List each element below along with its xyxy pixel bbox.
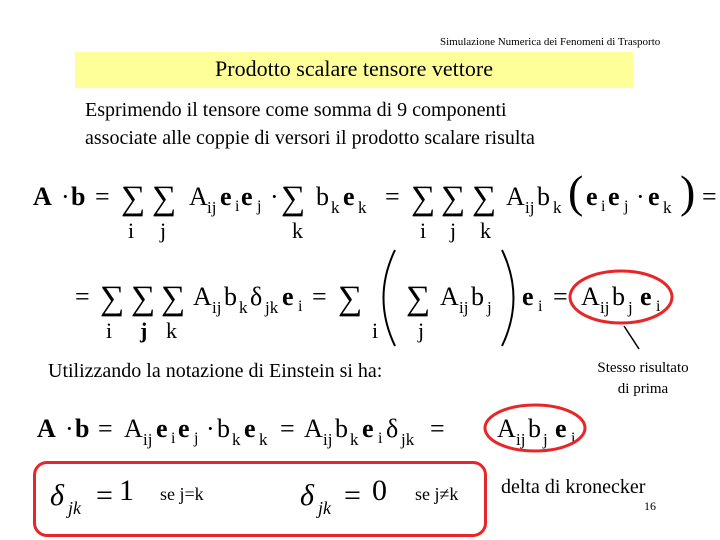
- svg-text:b: b: [75, 414, 90, 443]
- svg-text:∑: ∑: [406, 280, 431, 317]
- svg-text:e: e: [244, 414, 256, 443]
- svg-text:k: k: [259, 430, 268, 449]
- equation-2: [75, 250, 661, 346]
- svg-text:j: j: [543, 430, 548, 449]
- svg-text:∑: ∑: [161, 280, 186, 317]
- svg-text:j: j: [140, 318, 148, 343]
- kronecker-condition-1: se j=k: [160, 484, 204, 504]
- svg-text:A: A: [124, 414, 143, 443]
- svg-text:e: e: [220, 182, 232, 211]
- svg-text:·: ·: [206, 414, 215, 443]
- kronecker-value-2: 0: [372, 474, 387, 507]
- svg-text:δ: δ: [386, 414, 399, 443]
- svg-text:i: i: [235, 198, 240, 215]
- svg-text:j: j: [257, 198, 262, 215]
- kronecker-condition-2: se j≠k: [415, 484, 459, 504]
- svg-text:∑: ∑: [152, 180, 177, 217]
- svg-text:e: e: [648, 182, 660, 211]
- svg-text:k: k: [239, 298, 248, 317]
- svg-text:·: ·: [636, 182, 645, 211]
- svg-text:k: k: [166, 318, 177, 343]
- svg-text:k: k: [358, 198, 367, 217]
- svg-text:): ): [680, 166, 696, 217]
- svg-text:b: b: [316, 182, 329, 211]
- svg-text:A: A: [193, 282, 212, 311]
- svg-text:j: j: [624, 198, 629, 215]
- svg-text:e: e: [522, 282, 534, 311]
- svg-text:b: b: [537, 182, 550, 211]
- svg-text:i: i: [298, 298, 303, 315]
- svg-text:e: e: [362, 414, 374, 443]
- annotation-note: [583, 358, 703, 400]
- svg-text:·: ·: [61, 182, 70, 211]
- svg-text:δ: δ: [300, 479, 314, 512]
- svg-text:=: =: [430, 414, 445, 443]
- svg-text:j: j: [450, 218, 457, 243]
- svg-text:k: k: [480, 218, 491, 243]
- svg-text:ij: ij: [459, 298, 469, 317]
- annotation-pointer: [624, 326, 639, 349]
- svg-text:ij: ij: [207, 198, 217, 217]
- svg-text:i: i: [571, 430, 576, 447]
- svg-text:A: A: [304, 414, 323, 443]
- svg-text:A: A: [497, 414, 516, 443]
- svg-text:b: b: [471, 282, 484, 311]
- svg-text:∑: ∑: [281, 180, 306, 217]
- svg-text:i: i: [372, 318, 379, 343]
- svg-text:ij: ij: [323, 430, 333, 449]
- svg-text:(: (: [568, 166, 584, 217]
- svg-text:jk: jk: [68, 498, 81, 518]
- svg-text:e: e: [586, 182, 598, 211]
- svg-text:j: j: [418, 318, 425, 343]
- svg-text:j: j: [628, 298, 633, 317]
- svg-text:i: i: [106, 318, 113, 343]
- svg-text:e: e: [241, 182, 253, 211]
- svg-text:e: e: [178, 414, 190, 443]
- course-header: Simulazione Numerica dei Fenomeni di Trasporto: [440, 36, 661, 48]
- svg-text:b: b: [612, 282, 625, 311]
- svg-text:k: k: [553, 198, 562, 217]
- svg-text:δ: δ: [250, 282, 263, 311]
- svg-text:jk: jk: [401, 430, 415, 449]
- svg-text:A: A: [440, 282, 459, 311]
- svg-text:i: i: [128, 218, 135, 243]
- svg-text:A: A: [33, 182, 52, 211]
- svg-text:=: =: [95, 182, 110, 211]
- svg-text:=: =: [553, 282, 568, 311]
- svg-text:∑: ∑: [121, 180, 146, 217]
- svg-text:e: e: [555, 414, 567, 443]
- intro-line-1: Esprimendo il tensore come somma di 9 componenti: [85, 99, 507, 121]
- svg-text:ij: ij: [600, 298, 610, 317]
- svg-text:j: j: [160, 218, 167, 243]
- svg-text:A: A: [37, 414, 56, 443]
- svg-text:·: ·: [65, 414, 74, 443]
- einstein-text: Utilizzando la notazione di Einstein si ha:: [48, 360, 383, 382]
- svg-text:=: =: [312, 282, 327, 311]
- svg-text:jk: jk: [318, 498, 331, 518]
- svg-text:k: k: [232, 430, 241, 449]
- annotation-line-2: di prima: [617, 381, 669, 397]
- svg-text:=: =: [96, 479, 113, 512]
- svg-text:=: =: [280, 414, 295, 443]
- svg-text:i: i: [420, 218, 427, 243]
- svg-text:=: =: [385, 182, 400, 211]
- svg-text:ij: ij: [143, 430, 153, 449]
- svg-text:i: i: [378, 430, 383, 447]
- svg-text:i: i: [656, 298, 661, 315]
- svg-text:∑: ∑: [441, 180, 466, 217]
- equation-3: [37, 414, 576, 449]
- svg-text:∑: ∑: [338, 280, 363, 317]
- page-number: 16: [644, 499, 656, 513]
- svg-text:j: j: [487, 298, 492, 317]
- svg-text:b: b: [224, 282, 237, 311]
- svg-text:∑: ∑: [411, 180, 436, 217]
- svg-text:e: e: [282, 282, 294, 311]
- svg-text:i: i: [538, 298, 543, 315]
- equation-1: [33, 166, 717, 243]
- svg-text:b: b: [335, 414, 348, 443]
- svg-text:A: A: [189, 182, 208, 211]
- svg-text:ij: ij: [525, 198, 535, 217]
- svg-text:=: =: [344, 479, 361, 512]
- svg-text:A: A: [506, 182, 525, 211]
- svg-text:i: i: [601, 198, 606, 215]
- svg-text:∑: ∑: [100, 280, 125, 317]
- svg-text:i: i: [171, 430, 176, 447]
- svg-text:k: k: [292, 218, 303, 243]
- kronecker-label: delta di kronecker: [501, 476, 646, 498]
- annotation-line-1: Stesso risultato: [597, 360, 689, 376]
- intro-line-2: associate alle coppie di versori il prodotto scalare risulta: [85, 127, 535, 149]
- svg-text:·: ·: [270, 182, 279, 211]
- svg-text:δ: δ: [50, 479, 64, 512]
- svg-text:jk: jk: [265, 298, 279, 317]
- svg-text:e: e: [608, 182, 620, 211]
- svg-text:∑: ∑: [472, 180, 497, 217]
- svg-text:e: e: [640, 282, 652, 311]
- svg-text:e: e: [156, 414, 168, 443]
- svg-text:ij: ij: [212, 298, 222, 317]
- kronecker-value-1: 1: [119, 474, 134, 507]
- svg-text:k: k: [350, 430, 359, 449]
- svg-text:e: e: [343, 182, 355, 211]
- svg-text:=: =: [98, 414, 113, 443]
- svg-text:=: =: [75, 282, 90, 311]
- svg-text:=: =: [702, 182, 717, 211]
- svg-text:b: b: [71, 182, 86, 211]
- svg-text:k: k: [331, 198, 340, 217]
- svg-text:j: j: [194, 430, 199, 447]
- svg-text:k: k: [663, 198, 672, 217]
- svg-text:b: b: [217, 414, 230, 443]
- svg-text:A: A: [581, 282, 600, 311]
- slide-title: Prodotto scalare tensore vettore: [215, 56, 493, 81]
- svg-text:b: b: [528, 414, 541, 443]
- svg-text:ij: ij: [516, 430, 526, 449]
- svg-text:∑: ∑: [131, 280, 156, 317]
